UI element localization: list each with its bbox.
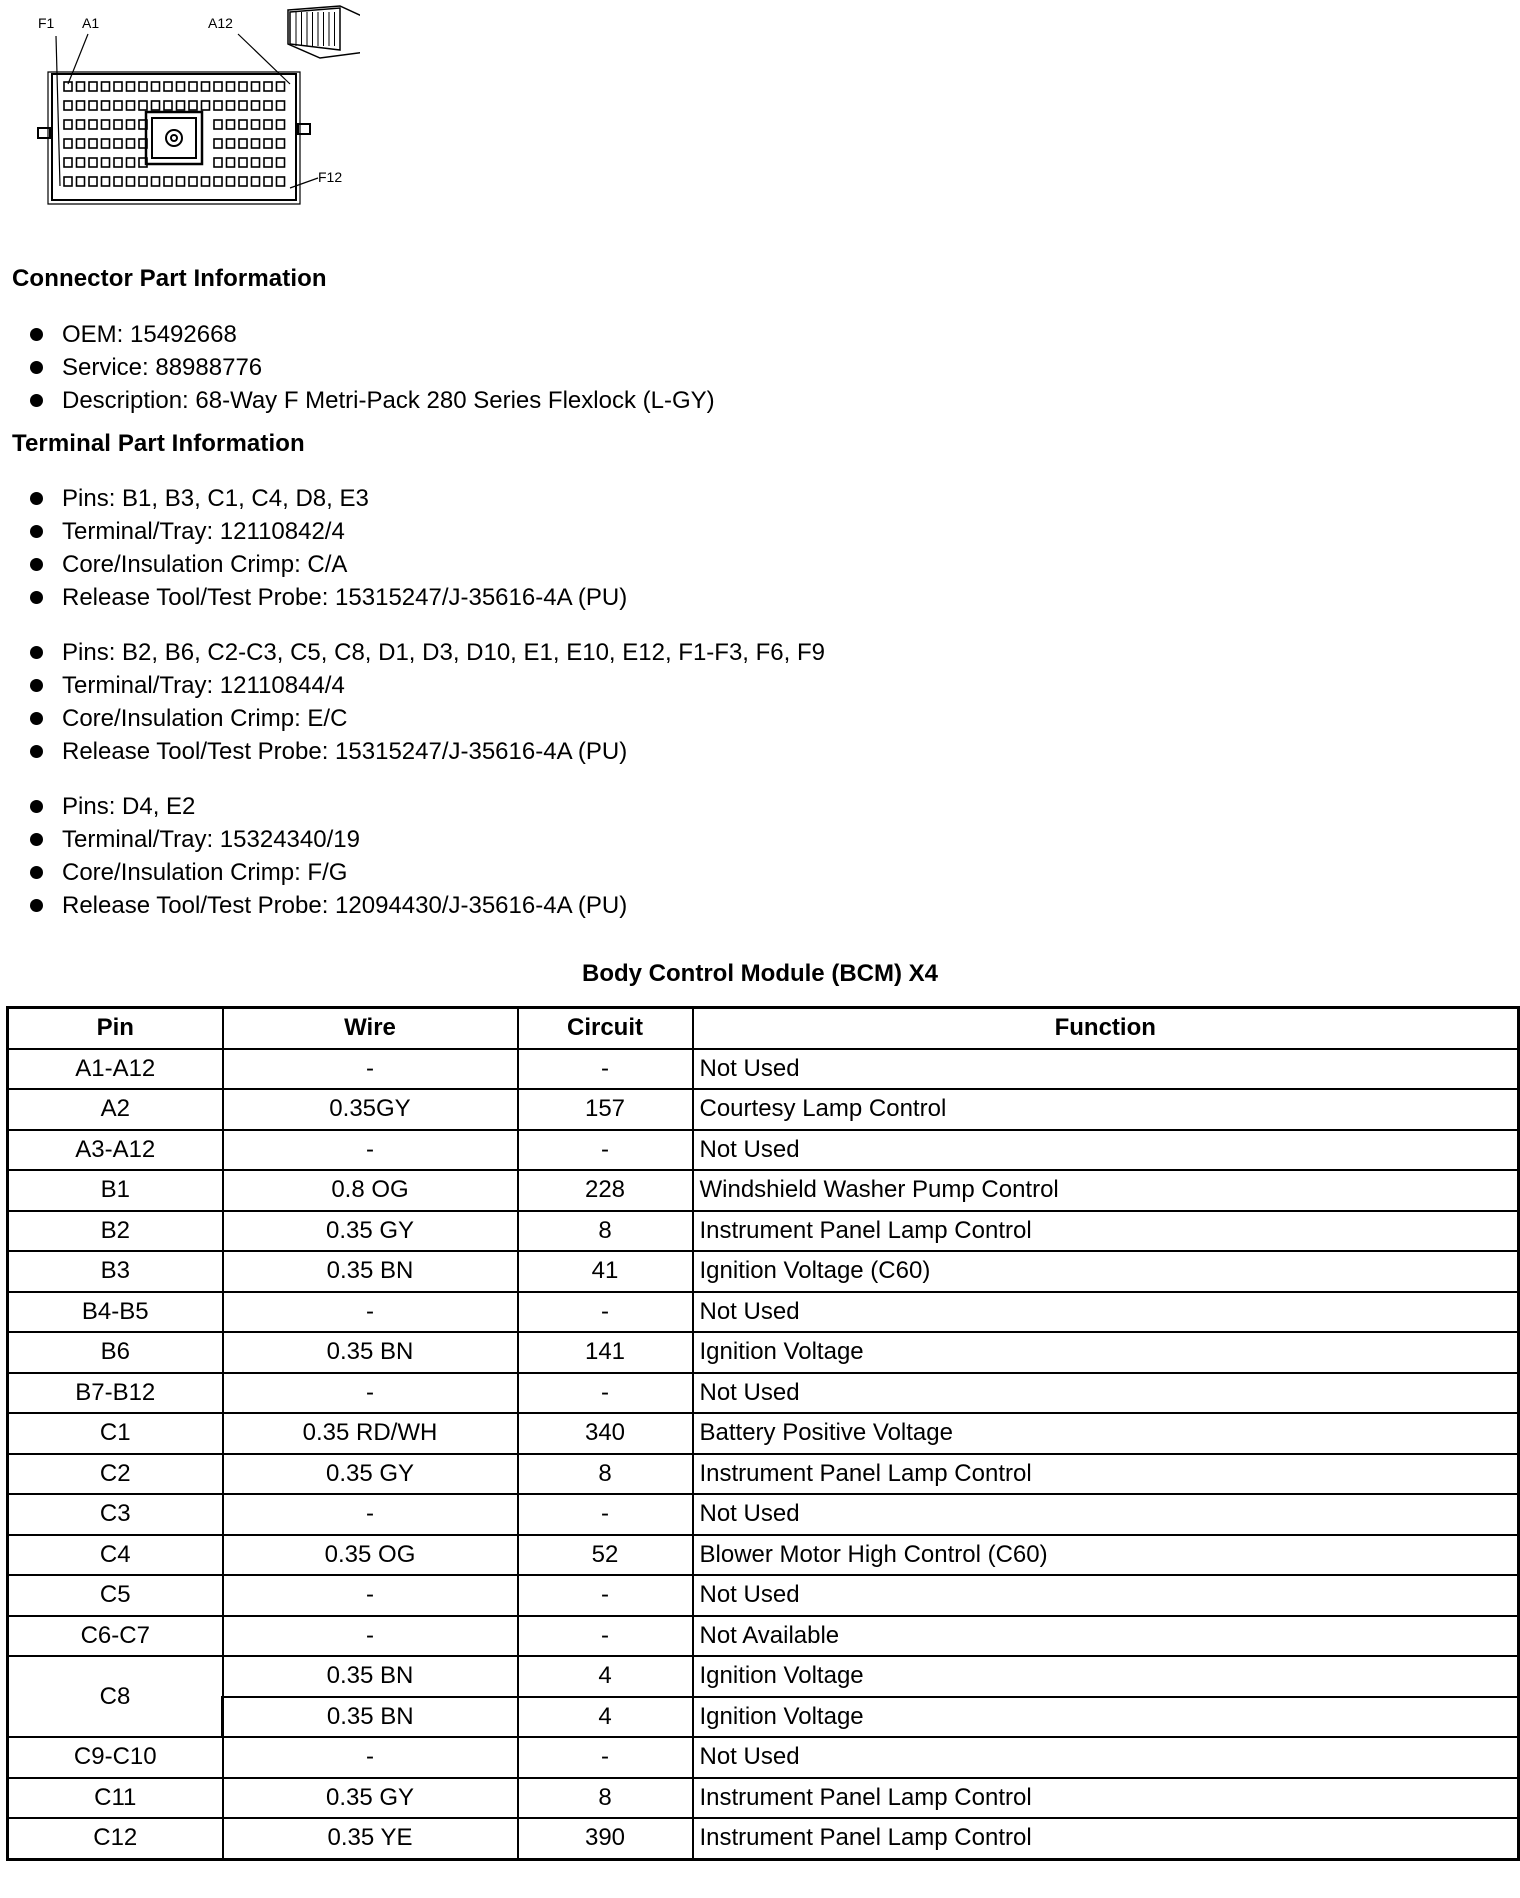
list-item-text: Terminal/Tray: 15324340/19 <box>62 826 360 853</box>
header-function: Function <box>693 1008 1519 1049</box>
cell-wire: - <box>223 1575 518 1616</box>
cell-function: Battery Positive Voltage <box>693 1413 1519 1454</box>
cell-wire: - <box>223 1049 518 1090</box>
terminal-heading: Terminal Part Information <box>12 430 305 457</box>
cell-wire: 0.35 BN <box>223 1697 518 1738</box>
cell-circuit: 228 <box>518 1170 693 1211</box>
cell-function: Not Used <box>693 1373 1519 1414</box>
list-item <box>30 790 627 823</box>
cell-function: Not Used <box>693 1737 1519 1778</box>
cell-pin: C9-C10 <box>8 1737 223 1778</box>
cell-function: Not Available <box>693 1616 1519 1657</box>
table-row <box>8 1535 1519 1576</box>
table-row <box>8 1373 1519 1414</box>
list-item-text: OEM: 15492668 <box>62 321 237 348</box>
list-item-text: Release Tool/Test Probe: 15315247/J-35616-4A (PU) <box>62 738 628 765</box>
cell-pin: C8 <box>8 1656 223 1737</box>
cell-circuit: 141 <box>518 1332 693 1373</box>
terminal-group-1 <box>30 482 627 614</box>
cell-circuit: - <box>518 1130 693 1171</box>
list-item <box>30 636 825 669</box>
cell-circuit: 4 <box>518 1656 693 1697</box>
list-item <box>30 669 825 702</box>
list-item-text: Release Tool/Test Probe: 15315247/J-35616-4A (PU) <box>62 584 628 611</box>
list-item <box>30 702 825 735</box>
cell-circuit: 8 <box>518 1778 693 1819</box>
cell-wire: 0.35 GY <box>223 1778 518 1819</box>
cell-wire: - <box>223 1737 518 1778</box>
bullet-icon <box>30 394 43 407</box>
list-item <box>30 384 715 417</box>
cell-pin: B7-B12 <box>8 1373 223 1414</box>
terminal-group-2 <box>30 636 825 768</box>
table-row <box>8 1575 1519 1616</box>
header-pin: Pin <box>8 1008 223 1049</box>
table-header-row <box>8 1008 1519 1049</box>
bullet-icon <box>30 745 43 758</box>
table-row <box>8 1454 1519 1495</box>
cell-circuit: 390 <box>518 1818 693 1859</box>
cell-circuit: 4 <box>518 1697 693 1738</box>
cell-function: Courtesy Lamp Control <box>693 1089 1519 1130</box>
cell-function: Blower Motor High Control (C60) <box>693 1535 1519 1576</box>
table-row <box>8 1656 1519 1697</box>
bullet-icon <box>30 833 43 846</box>
list-item <box>30 823 627 856</box>
cell-wire: - <box>223 1292 518 1333</box>
list-item <box>30 889 627 922</box>
header-circuit: Circuit <box>518 1008 693 1049</box>
cell-pin: A3-A12 <box>8 1130 223 1171</box>
cell-wire: 0.35 GY <box>223 1454 518 1495</box>
list-item-text: Core/Insulation Crimp: E/C <box>62 705 348 732</box>
cell-wire: 0.35 BN <box>223 1332 518 1373</box>
table-row <box>8 1616 1519 1657</box>
cell-pin: C12 <box>8 1818 223 1859</box>
list-item <box>30 515 627 548</box>
cell-pin: B6 <box>8 1332 223 1373</box>
cell-circuit: - <box>518 1575 693 1616</box>
list-item-text: Core/Insulation Crimp: C/A <box>62 551 348 578</box>
connector-diagram <box>20 0 360 216</box>
cell-pin: C3 <box>8 1494 223 1535</box>
bullet-icon <box>30 800 43 813</box>
list-item-text: Release Tool/Test Probe: 12094430/J-35616-4A (PU) <box>62 892 628 919</box>
bullet-icon <box>30 679 43 692</box>
table-row <box>8 1130 1519 1171</box>
bullet-icon <box>30 558 43 571</box>
table-row <box>8 1170 1519 1211</box>
cell-wire: 0.35 GY <box>223 1211 518 1252</box>
cell-function: Not Used <box>693 1292 1519 1333</box>
cell-pin: C4 <box>8 1535 223 1576</box>
cell-function: Ignition Voltage <box>693 1656 1519 1697</box>
list-item <box>30 482 627 515</box>
cell-function: Windshield Washer Pump Control <box>693 1170 1519 1211</box>
list-item <box>30 351 715 384</box>
cell-function: Ignition Voltage <box>693 1332 1519 1373</box>
bullet-icon <box>30 712 43 725</box>
connector-heading: Connector Part Information <box>12 265 327 292</box>
bullet-icon <box>30 492 43 505</box>
bullet-icon <box>30 591 43 604</box>
cell-wire: - <box>223 1616 518 1657</box>
cell-wire: 0.35 BN <box>223 1656 518 1697</box>
cell-pin: C11 <box>8 1778 223 1819</box>
pinout-table <box>6 1006 1520 1861</box>
label-f12: F12 <box>318 169 343 185</box>
cell-pin: A2 <box>8 1089 223 1130</box>
table-row <box>8 1292 1519 1333</box>
cell-function: Instrument Panel Lamp Control <box>693 1454 1519 1495</box>
table-title: Body Control Module (BCM) X4 <box>582 960 938 987</box>
cell-pin: C6-C7 <box>8 1616 223 1657</box>
cell-function: Instrument Panel Lamp Control <box>693 1818 1519 1859</box>
list-item-text: Pins: B2, B6, C2-C3, C5, C8, D1, D3, D10, E1, E10, E12, F1-F3, F6, F9 <box>62 639 825 666</box>
cell-function: Ignition Voltage <box>693 1697 1519 1738</box>
cell-pin: B1 <box>8 1170 223 1211</box>
cell-wire: 0.8 OG <box>223 1170 518 1211</box>
cell-function: Instrument Panel Lamp Control <box>693 1778 1519 1819</box>
cell-circuit: - <box>518 1373 693 1414</box>
cell-wire: - <box>223 1373 518 1414</box>
cell-circuit: - <box>518 1292 693 1333</box>
list-item <box>30 318 715 351</box>
cell-circuit: 340 <box>518 1413 693 1454</box>
list-item <box>30 581 627 614</box>
table-row <box>8 1818 1519 1859</box>
table-row <box>8 1332 1519 1373</box>
table-row <box>8 1211 1519 1252</box>
cell-circuit: 52 <box>518 1535 693 1576</box>
cell-wire: 0.35 YE <box>223 1818 518 1859</box>
list-item <box>30 735 825 768</box>
header-wire: Wire <box>223 1008 518 1049</box>
cell-wire: 0.35 BN <box>223 1251 518 1292</box>
cell-pin: C5 <box>8 1575 223 1616</box>
cell-circuit: - <box>518 1737 693 1778</box>
list-item-text: Pins: D4, E2 <box>62 793 196 820</box>
list-item <box>30 856 627 889</box>
list-item-text: Pins: B1, B3, C1, C4, D8, E3 <box>62 485 369 512</box>
cell-function: Ignition Voltage (C60) <box>693 1251 1519 1292</box>
cell-pin: C2 <box>8 1454 223 1495</box>
cell-circuit: 8 <box>518 1454 693 1495</box>
cell-pin: C1 <box>8 1413 223 1454</box>
cell-wire: 0.35GY <box>223 1089 518 1130</box>
cell-pin: B3 <box>8 1251 223 1292</box>
list-item-text: Service: 88988776 <box>62 354 263 381</box>
table-row <box>8 1697 1519 1738</box>
label-a12: A12 <box>208 15 233 31</box>
cell-function: Instrument Panel Lamp Control <box>693 1211 1519 1252</box>
cell-circuit: - <box>518 1494 693 1535</box>
cell-wire: - <box>223 1494 518 1535</box>
cell-function: Not Used <box>693 1049 1519 1090</box>
connector-info-list <box>30 318 715 417</box>
cell-circuit: 8 <box>518 1211 693 1252</box>
cell-pin: B4-B5 <box>8 1292 223 1333</box>
cell-circuit: - <box>518 1049 693 1090</box>
table-row <box>8 1494 1519 1535</box>
table-row <box>8 1049 1519 1090</box>
list-item-text: Description: 68-Way F Metri-Pack 280 Series Flexlock (L-GY) <box>62 387 715 414</box>
bullet-icon <box>30 361 43 374</box>
list-item-text: Core/Insulation Crimp: F/G <box>62 859 348 886</box>
bullet-icon <box>30 866 43 879</box>
table-row <box>8 1251 1519 1292</box>
list-item <box>30 548 627 581</box>
cell-wire: 0.35 RD/WH <box>223 1413 518 1454</box>
cell-function: Not Used <box>693 1130 1519 1171</box>
cell-function: Not Used <box>693 1494 1519 1535</box>
cell-circuit: 41 <box>518 1251 693 1292</box>
list-item-text: Terminal/Tray: 12110842/4 <box>62 518 345 545</box>
bullet-icon <box>30 328 43 341</box>
cell-wire: 0.35 OG <box>223 1535 518 1576</box>
bullet-icon <box>30 899 43 912</box>
cell-circuit: - <box>518 1616 693 1657</box>
label-f1: F1 <box>38 15 55 31</box>
bullet-icon <box>30 525 43 538</box>
label-a1: A1 <box>82 15 100 31</box>
cell-pin: A1-A12 <box>8 1049 223 1090</box>
cell-circuit: 157 <box>518 1089 693 1130</box>
list-item-text: Terminal/Tray: 12110844/4 <box>62 672 345 699</box>
table-row <box>8 1778 1519 1819</box>
cell-pin: B2 <box>8 1211 223 1252</box>
table-row <box>8 1737 1519 1778</box>
terminal-group-3 <box>30 790 627 922</box>
table-row <box>8 1413 1519 1454</box>
bullet-icon <box>30 646 43 659</box>
cell-function: Not Used <box>693 1575 1519 1616</box>
table-row <box>8 1089 1519 1130</box>
cell-wire: - <box>223 1130 518 1171</box>
